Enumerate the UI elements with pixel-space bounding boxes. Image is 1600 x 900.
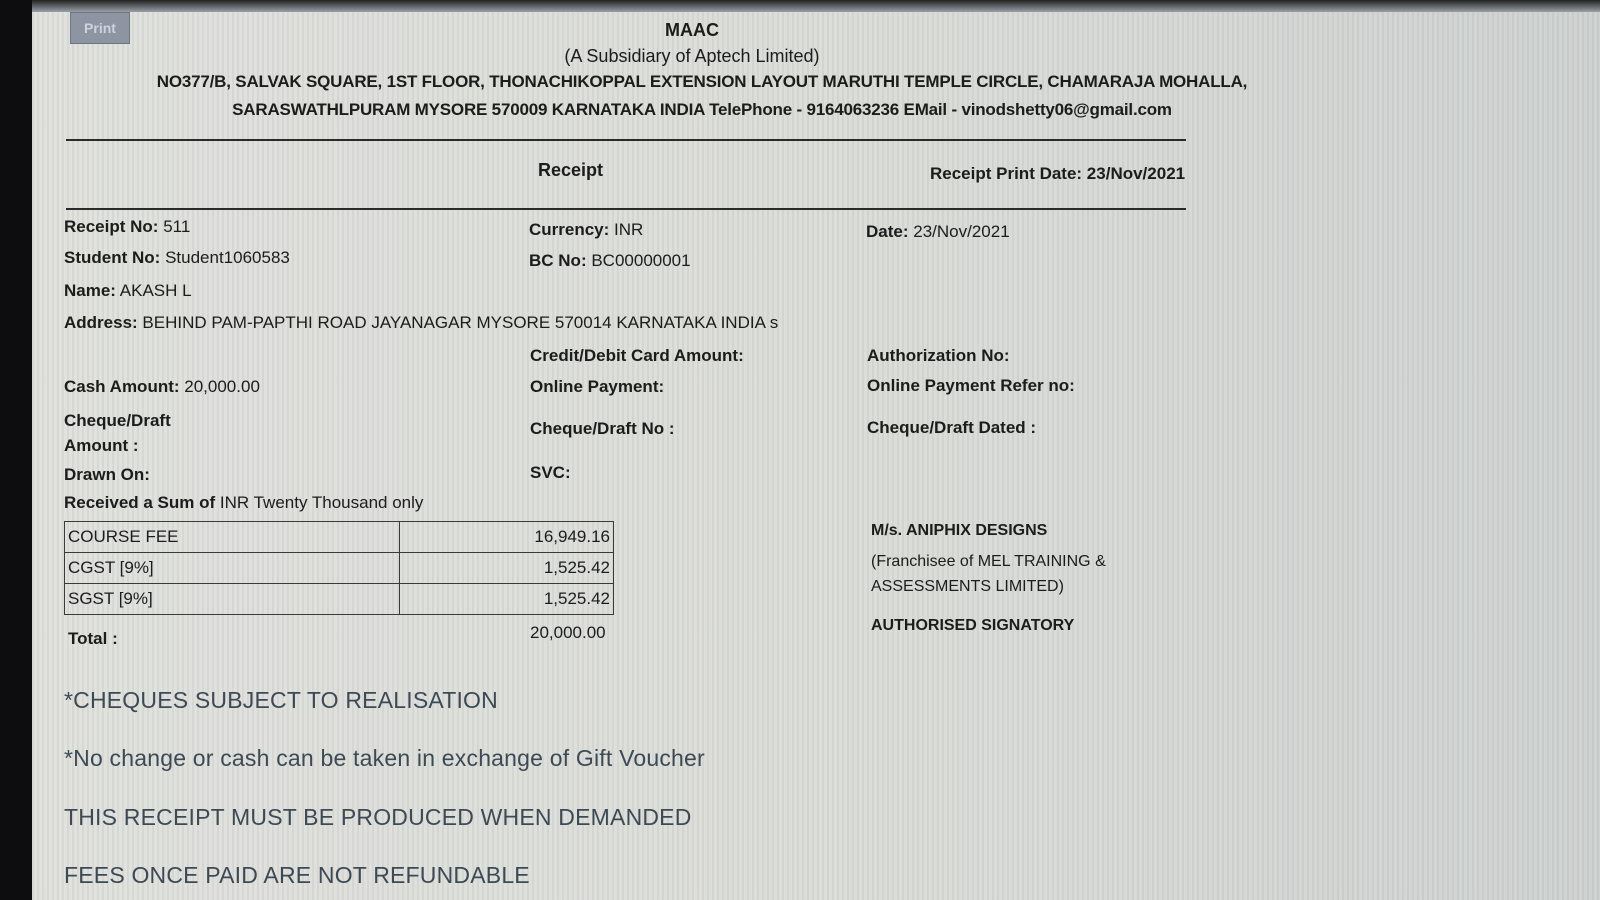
address-value: BEHIND PAM-PAPTHI ROAD JAYANAGAR MYSORE 570014 KARNATAKA INDIA s: [142, 313, 779, 332]
date-field: [866, 222, 1010, 242]
fees-table-body: [65, 522, 614, 615]
online-payment-label-text: Online Payment:: [530, 377, 665, 396]
online-refer-label-text: Online Payment Refer no:: [867, 376, 1075, 395]
currency-field: [529, 220, 643, 240]
cash-amount-value: 20,000.00: [184, 377, 260, 396]
date-label: Date:: [866, 222, 909, 241]
authorization-label: [867, 346, 1010, 366]
authorised-signatory: AUTHORISED SIGNATORY: [871, 617, 1075, 634]
note-receipt-produce: THIS RECEIPT MUST BE PRODUCED WHEN DEMANDED: [64, 804, 692, 830]
monitor-bezel-top: [32, 0, 1600, 12]
receipt-divider: [66, 208, 1186, 210]
received-sum-field: [64, 493, 423, 513]
student-no-field: [64, 248, 290, 268]
bc-no-value: BC00000001: [591, 251, 691, 270]
signatory-franchise-line-1: (Franchisee of MEL TRAINING &: [871, 553, 1106, 570]
print-button[interactable]: Print: [70, 12, 130, 44]
cheque-dated-label-text: Cheque/Draft Dated :: [867, 418, 1037, 437]
received-sum-value: INR Twenty Thousand only: [219, 493, 424, 512]
total-label-text: Total :: [68, 629, 118, 648]
signatory-firm: M/s. ANIPHIX DESIGNS: [871, 522, 1048, 539]
name-label: Name:: [64, 281, 116, 300]
online-payment-label: [530, 377, 664, 397]
cheque-amount-label-line-1: Cheque/Draft: [64, 411, 171, 430]
fee-amount: 1,525.42: [400, 584, 614, 615]
org-address-line-1: NO377/B, SALVAK SQUARE, 1ST FLOOR, THONACHIKOPPAL EXTENSION LAYOUT MARUTHI TEMPLE CIRCLE, CHAMARAJA MOHALLA,: [156, 72, 1248, 91]
cash-amount-label: Cash Amount:: [64, 377, 180, 396]
cash-amount-field: [64, 377, 260, 397]
card-amount-label: [530, 346, 744, 366]
date-value: 23/Nov/2021: [913, 222, 1010, 241]
signatory-franchise-line-2: ASSESSMENTS LIMITED): [871, 578, 1064, 595]
receipt-title: Receipt: [538, 160, 604, 180]
card-amount-label-text: Credit/Debit Card Amount:: [530, 346, 744, 365]
currency-value: INR: [614, 220, 644, 239]
note-gift-voucher: *No change or cash can be taken in exchange of Gift Voucher: [64, 745, 705, 771]
online-refer-label: [867, 376, 1075, 396]
receipt-print-date: Receipt Print Date: 23/Nov/2021: [930, 164, 1186, 183]
total-amount: 20,000.00: [530, 623, 606, 642]
fee-amount: 1,525.42: [400, 553, 614, 584]
receipt-no-label: Receipt No:: [64, 217, 159, 236]
fee-row: [65, 584, 614, 615]
org-title: MAAC: [665, 20, 719, 40]
org-subtitle: (A Subsidiary of Aptech Limited): [564, 46, 820, 66]
note-cheques: *CHEQUES SUBJECT TO REALISATION: [64, 687, 498, 713]
receipt-no-field: [64, 217, 190, 237]
cheque-amount-label-line-2: Amount :: [64, 436, 139, 455]
bc-no-field: [529, 251, 691, 271]
name-value: AKASH L: [119, 281, 192, 300]
cheque-amount-label: [64, 408, 171, 458]
fee-item: SGST [9%]: [65, 584, 400, 615]
received-sum-label: Received a Sum of: [64, 493, 216, 512]
authorization-label-text: Authorization No:: [867, 346, 1010, 365]
note-not-refundable: FEES ONCE PAID ARE NOT REFUNDABLE: [64, 862, 530, 888]
receipt-page: [32, 12, 1600, 900]
student-no-value: Student1060583: [165, 248, 290, 267]
bc-no-label: BC No:: [529, 251, 587, 270]
fee-item: COURSE FEE: [65, 522, 400, 553]
cheque-no-label-text: Cheque/Draft No :: [530, 419, 675, 438]
svc-label-text: SVC:: [530, 463, 571, 482]
name-field: [64, 281, 192, 301]
fees-table: [64, 521, 614, 615]
total-label: [68, 629, 118, 649]
address-label: Address:: [64, 313, 138, 332]
fee-row: [65, 553, 614, 584]
student-no-label: Student No:: [64, 248, 161, 267]
currency-label: Currency:: [529, 220, 610, 239]
header-divider: [66, 139, 1186, 141]
svc-label: [530, 463, 571, 483]
org-address-line-2: SARASWATHLPURAM MYSORE 570009 KARNATAKA INDIA TelePhone - 9164063236 EMail - vinodshetty06@gmail.com: [232, 100, 1172, 119]
cheque-no-label: [530, 419, 675, 439]
receipt-no-value: 511: [163, 217, 191, 236]
address-field: [64, 313, 778, 333]
drawn-on-label-text: Drawn On:: [64, 465, 150, 484]
monitor-bezel-left: [0, 0, 32, 900]
fee-item: CGST [9%]: [65, 553, 400, 584]
drawn-on-label: [64, 465, 150, 485]
fee-row: [65, 522, 614, 553]
cheque-dated-label: [867, 418, 1036, 438]
fee-amount: 16,949.16: [400, 522, 614, 553]
